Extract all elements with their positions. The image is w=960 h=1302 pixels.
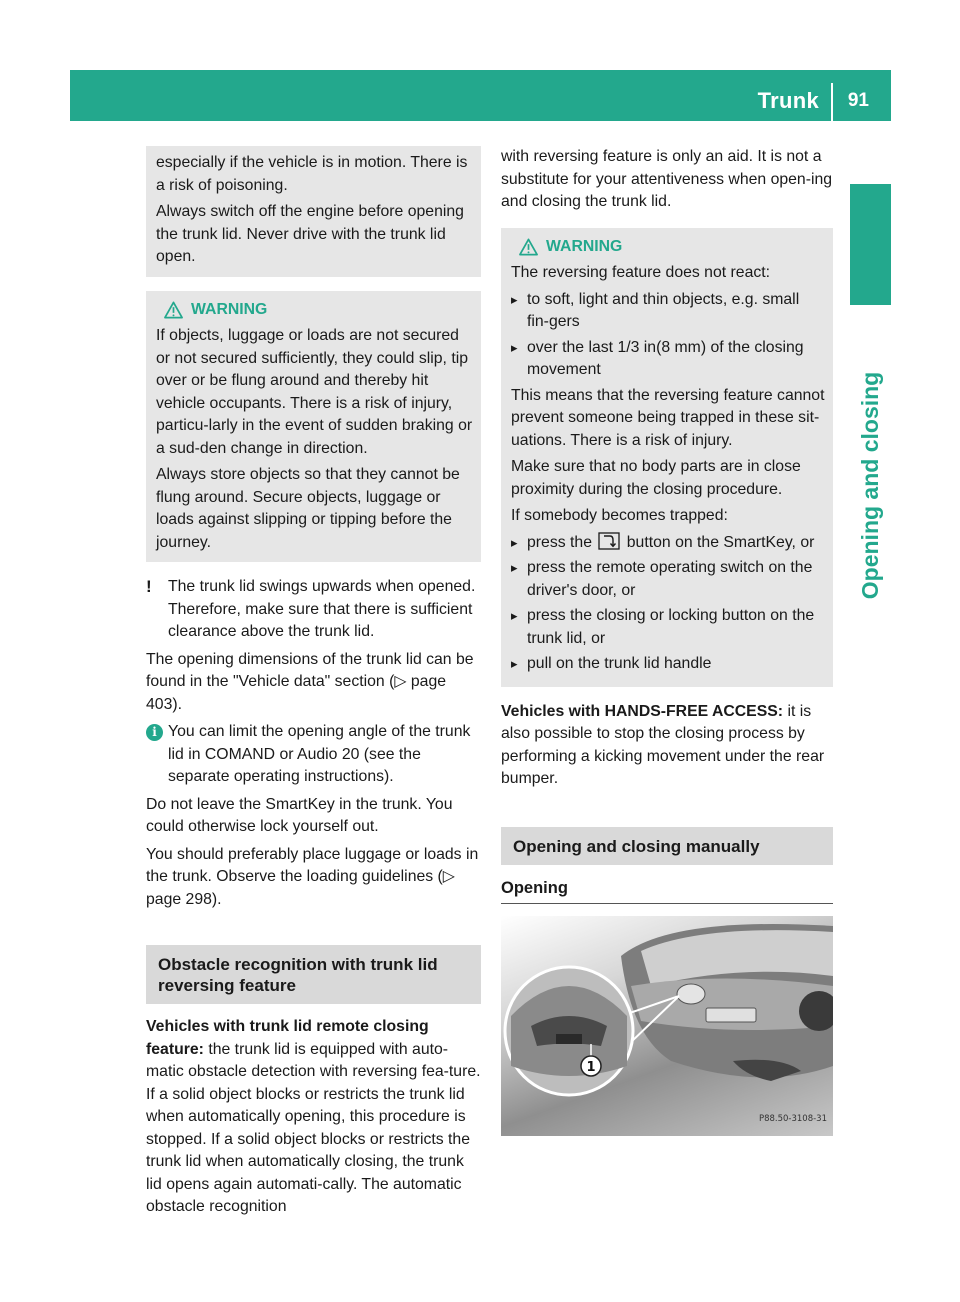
section-heading-manual: Opening and closing manually [501, 827, 833, 865]
left-column [146, 146, 481, 1224]
warning-triangle-icon [519, 238, 538, 256]
press-the-text: press the [527, 533, 592, 551]
panel-paragraph: Always switch off the engine before opening the trunk lid. Never drive with the trunk lid open. [156, 203, 464, 265]
remote-closing-paragraph [146, 1016, 481, 1219]
section-heading-obstacle: Obstacle recognition with trunk lid reversing feature [146, 945, 481, 1004]
list-item: ▸ pull on the trunk lid handle [511, 653, 825, 676]
warning-intro: The reversing feature does not react: [511, 264, 771, 281]
trapped-actions-list [511, 532, 825, 676]
dimensions-paragraph: The opening dimensions of the trunk lid can be found in the "Vehicle data" section (▷ page 403). [146, 650, 474, 713]
header-bar [70, 70, 891, 121]
remote-closing-lead: Vehicles with trunk lid remote closing feature: [146, 1018, 429, 1058]
remote-closing-text: the trunk lid is equipped with auto-matic obstacle detection with reversing fea-ture. If a solid object blocks or restricts the trunk lid when automatically opening, this procedure is stopped. If a solid object blocks or restricts the trunk lid when automatically closing, the trunk lid opens again automati-cally. The automatic obstacle recognition [146, 1040, 481, 1215]
page-number: 91 [847, 90, 869, 111]
warning-paragraph: If somebody becomes trapped: [511, 507, 728, 524]
chapter-label-text: Opening and closing [857, 371, 884, 599]
hands-free-text: it is also possible to stop the closing process by performing a kicking movement under the rear bumper. [501, 702, 825, 787]
trunk-opening-figure [501, 916, 833, 1136]
warning-header [511, 236, 825, 259]
exclamation-icon: ! [146, 577, 152, 596]
smartkey-paragraph: Do not leave the SmartKey in the trunk. You could otherwise lock yourself out. [146, 795, 453, 835]
warning-paragraph: If objects, luggage or loads are not secured or not secured sufficiently, they could slip, tip over or be flung around and thereby hit vehicle occupants. There is a risk of injury, particu-larly in the event of sudden braking or a sud-den change in direction. [156, 327, 473, 457]
press-after-text: button on the SmartKey, or [622, 533, 815, 551]
continuation-paragraph: with reversing feature is only an aid. It is not a substitute for your attentiveness when open-ing and closing the trunk lid. [501, 148, 833, 210]
header-title: Trunk [757, 88, 819, 113]
chapter-label [850, 318, 891, 652]
list-item: ▸ to soft, light and thin objects, e.g. small fin-gers [511, 289, 825, 334]
luggage-paragraph: You should preferably place luggage or loads in the trunk. Observe the loading guidelines (▷ page 298). [146, 845, 479, 908]
list-item: ▸ press the closing or locking button on the trunk lid, or [511, 605, 825, 650]
chapter-tab [850, 184, 891, 305]
hands-free-paragraph [501, 701, 833, 791]
panel-paragraph: especially if the vehicle is in motion. There is a risk of poisoning. [156, 154, 468, 194]
warning-paragraph: Always store objects so that they cannot be flung around. Secure objects, luggage or loads against slipping or tipping before the journey. [156, 466, 460, 551]
right-column [501, 146, 833, 1136]
warning-paragraph: Make sure that no body parts are in close proximity during the closing procedure. [511, 458, 801, 498]
caution-note-text: The trunk lid swings upwards when opened. Therefore, make sure that there is sufficient clearance above the trunk lid. [168, 578, 476, 640]
warning-header [156, 299, 473, 322]
car-rear-illustration [501, 916, 833, 1136]
warning-label: WARNING [546, 237, 623, 255]
caution-note [146, 576, 481, 644]
warning-panel-luggage [146, 291, 481, 563]
warning-panel-reversing [501, 228, 833, 687]
no-react-list [511, 289, 825, 382]
warning-paragraph: This means that the reversing feature cannot prevent someone being trapped in these sit-uations. There is a risk of injury. [511, 386, 825, 449]
hands-free-lead: Vehicles with HANDS-FREE ACCESS: [501, 702, 784, 720]
figure-callout-1: 1 [586, 1060, 596, 1075]
list-item: ▸ press the remote operating switch on the driver's door, or [511, 557, 825, 602]
warning-triangle-icon [164, 301, 183, 319]
info-note-text: You can limit the opening angle of the trunk lid in COMAND or Audio 20 (see the separate operating instructions). [168, 723, 471, 785]
warning-label: WARNING [191, 300, 268, 318]
list-item [511, 532, 825, 555]
figure-code: P88.50-3108-31 [758, 1113, 827, 1124]
list-item: ▸ over the last 1/3 in(8 mm) of the closing movement [511, 337, 825, 382]
sub-heading-opening: Opening [501, 877, 833, 905]
trunk-key-icon [598, 532, 620, 550]
info-note [146, 721, 481, 789]
warning-continuation-panel [146, 146, 481, 277]
info-icon: i [146, 724, 163, 741]
header-separator [831, 83, 833, 121]
